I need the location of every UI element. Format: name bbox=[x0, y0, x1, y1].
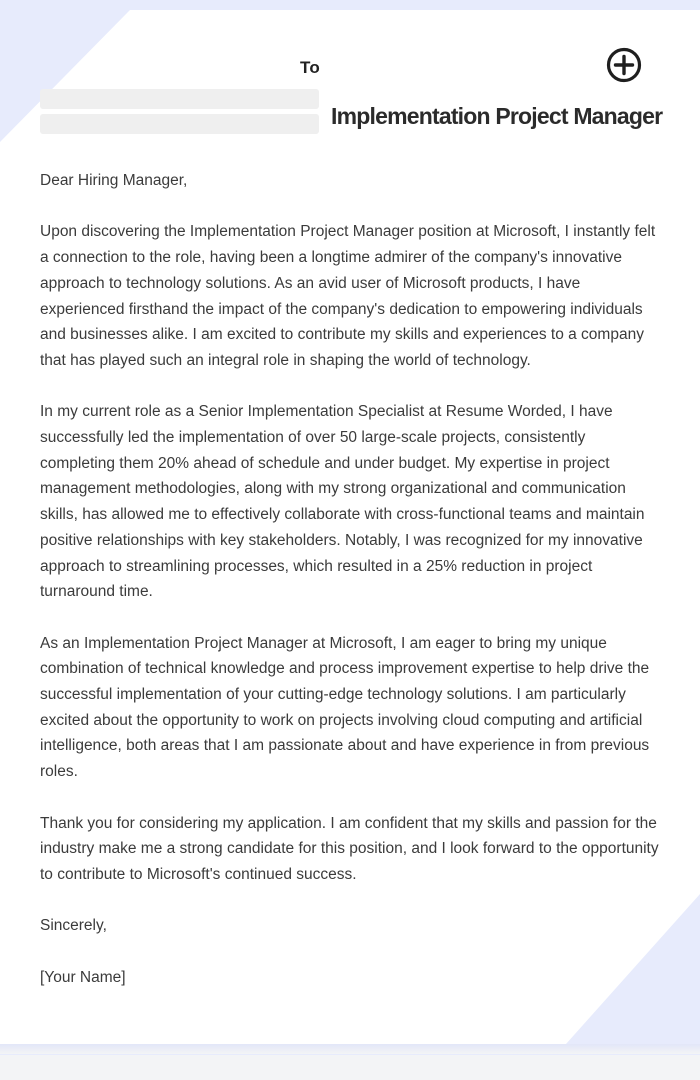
letter-paragraph-4: Thank you for considering my application. I am confident that my skills and passion for the industry make me a strong candidate for this position, and I look forward to the opportunity to contribute to Microsoft's continued success. bbox=[40, 814, 659, 883]
job-title-heading: Implementation Project Manager bbox=[331, 103, 663, 129]
letter-paragraph-2: In my current role as a Senior Implementation Specialist at Resume Worded, I have successfully led the implementation of over 50 large-scale projects, consistently completing them 20% ahead of schedule and under budget. My expertise in project management methodologies, along with my strong organizational and communication skills, has allowed me to effectively collaborate with cross-functional teams and maintain positive relationships with key stakeholders. Notably, I was recognized for my innovative approach to streamlining processes, which resulted in a 25% reduction in project turnaround time. bbox=[40, 403, 645, 601]
letter-paragraph-1: Upon discovering the Implementation Project Manager position at Microsoft, I instantly felt a connection to the role, having been a longtime admirer of the company's innovative approach to technology solutions. As an avid user of Microsoft products, I have experienced firsthand the impact of the company's dedication to empowering individuals and businesses alike. I am excited to contribute my skills and experiences to a company that has played such an integral role in shaping the world of technology. bbox=[40, 223, 656, 369]
recipient-address-line-1 bbox=[40, 89, 319, 109]
letter-body bbox=[40, 168, 662, 1016]
page-bottom-shadow bbox=[0, 1044, 700, 1054]
recipient-address-line-2 bbox=[40, 114, 319, 134]
recipient-to-label: To bbox=[300, 58, 320, 77]
letter-signature: [Your Name] bbox=[40, 968, 126, 986]
letter-paragraph-3: As an Implementation Project Manager at Microsoft, I am eager to bring my unique combination of technical knowledge and process improvement expertise to help drive the successful implementation of your cutting-edge technology solutions. I am particularly excited about the opportunity to work on projects involving cloud computing and artificial intelligence, both areas that I am passionate about and have experience in from previous roles. bbox=[40, 634, 650, 781]
plus-circle-icon[interactable] bbox=[605, 46, 643, 84]
letter-closing: Sincerely, bbox=[40, 917, 107, 935]
letter-greeting: Dear Hiring Manager, bbox=[40, 172, 188, 189]
